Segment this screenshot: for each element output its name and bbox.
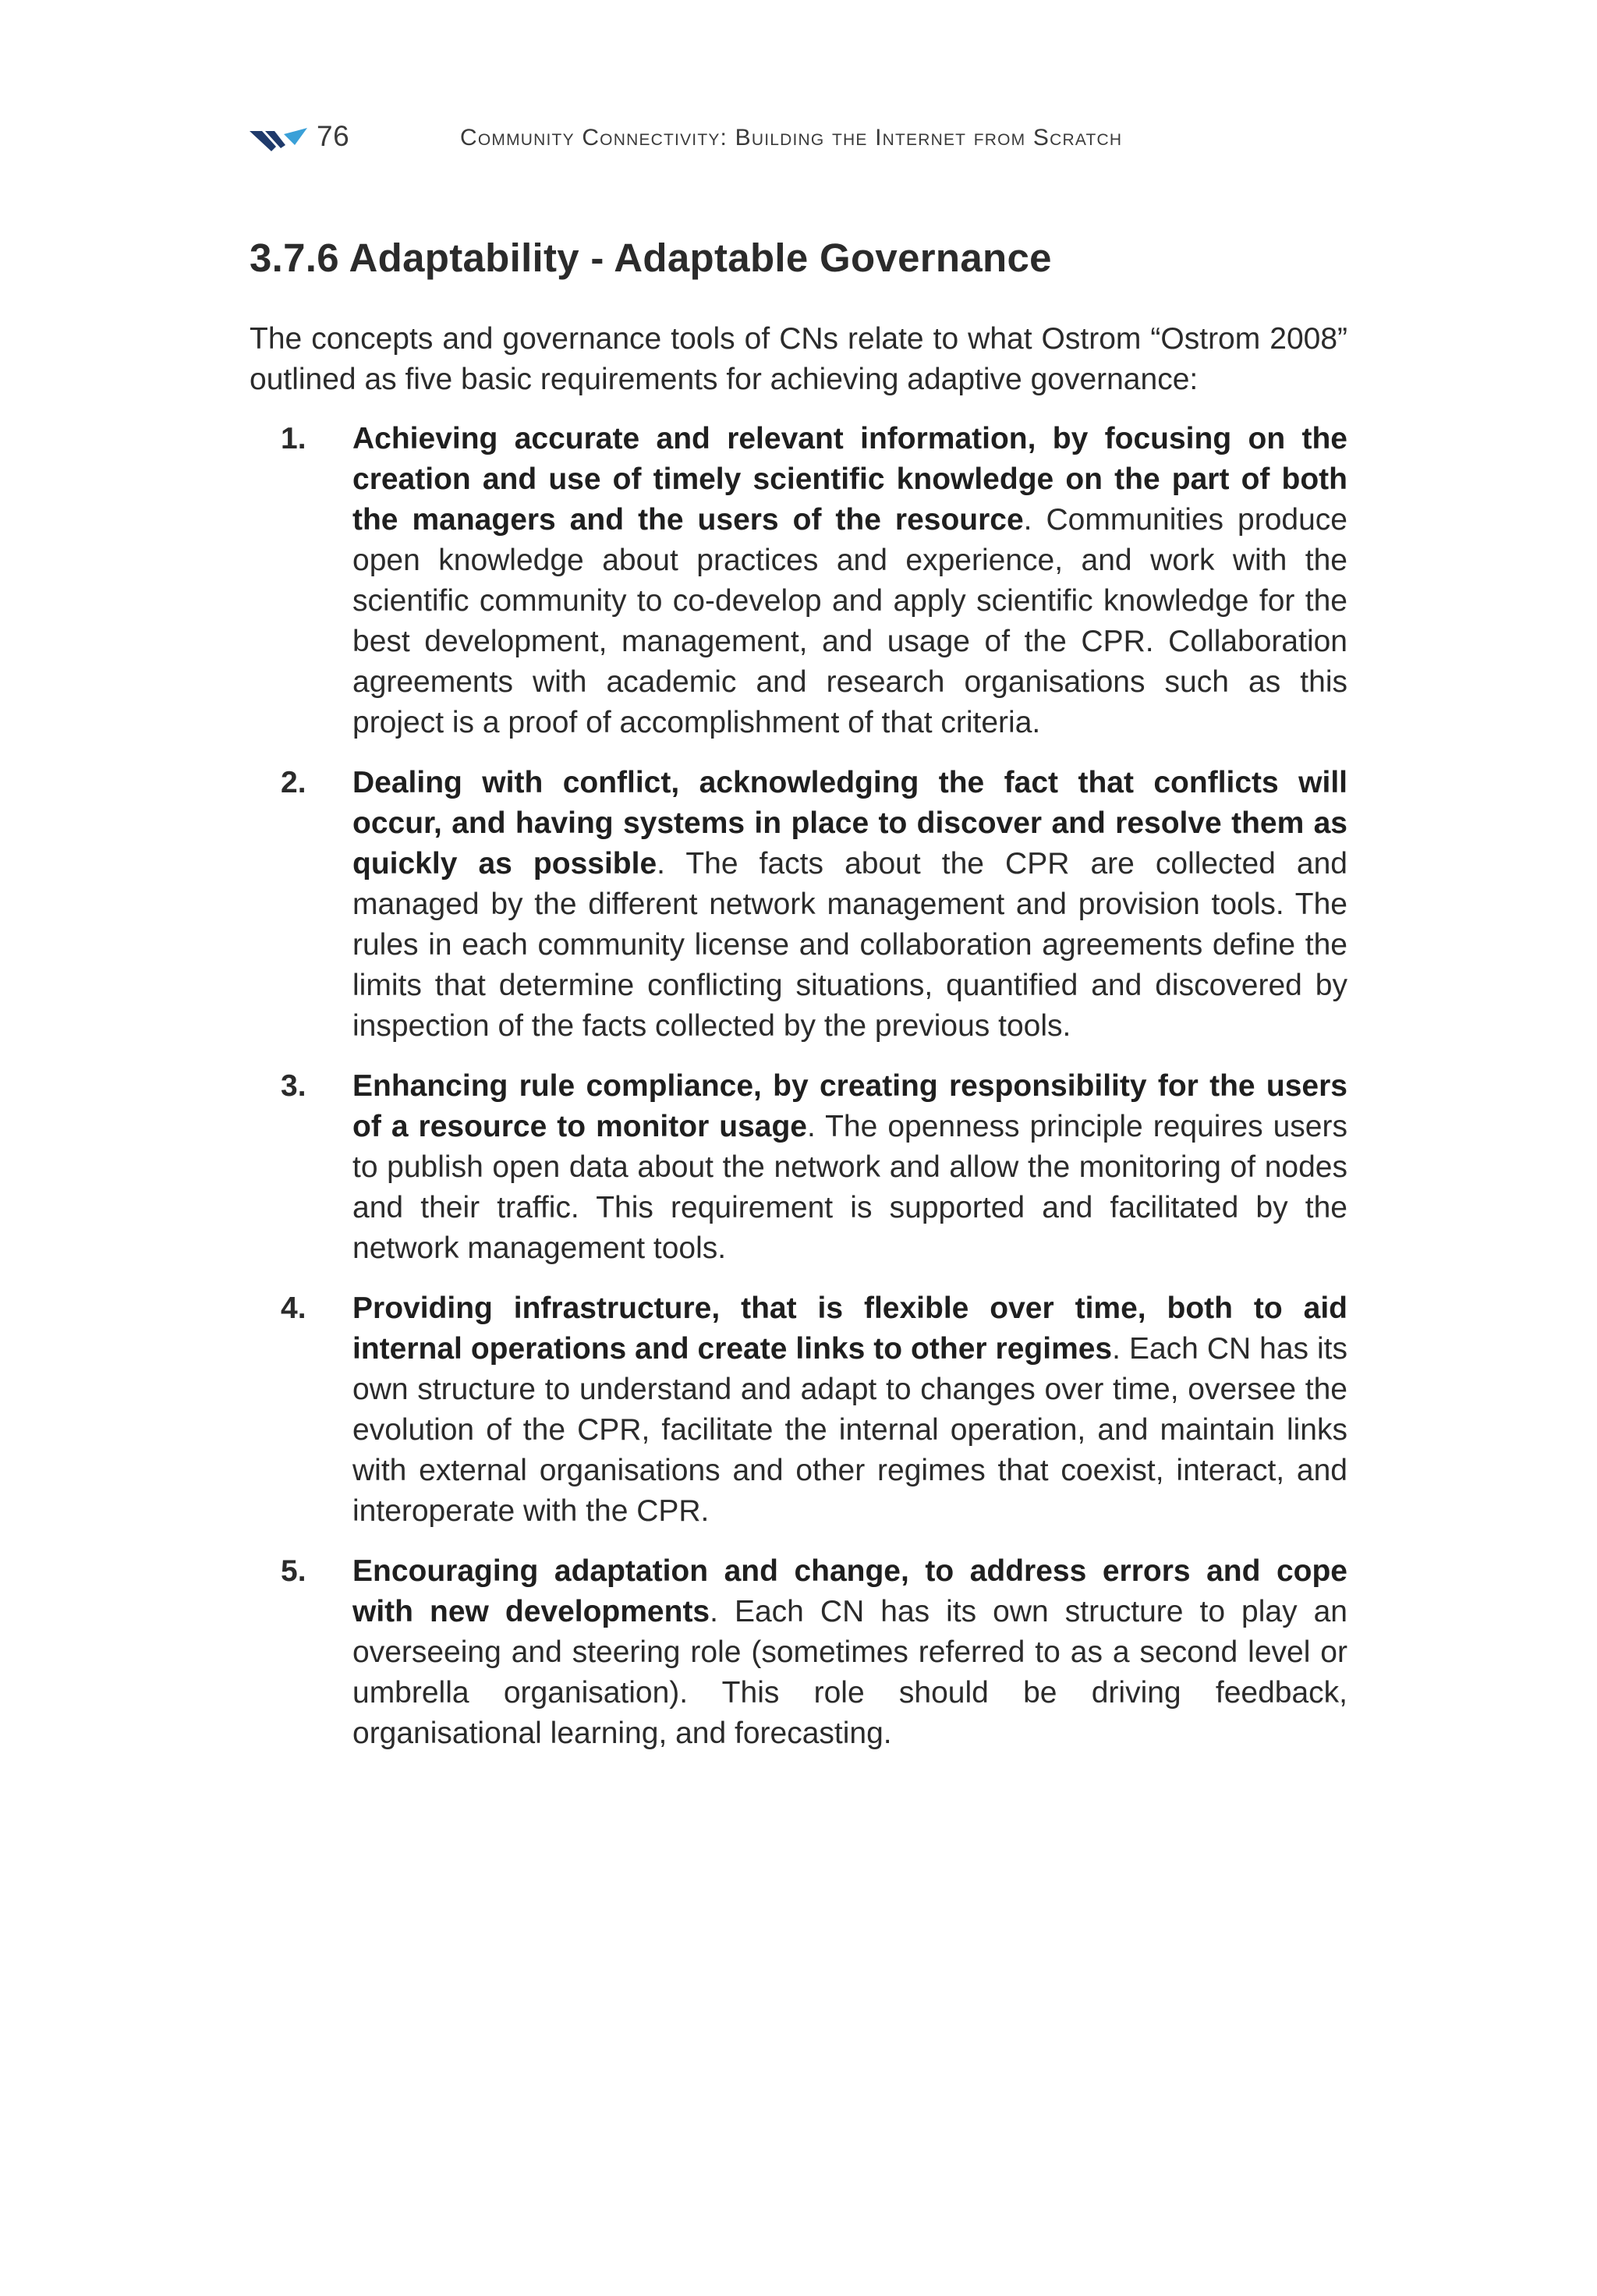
- list-item-body: . Each CN has its own structure to understand and adapt to changes over time, oversee the evolution of the CPR, facilitate the internal operation, and maintain links with external organisations and other regimes that coexist, interact, and interoperate with the CPR.: [352, 1332, 1347, 1529]
- requirements-list: [250, 419, 1347, 1754]
- running-title: Community Connectivity: Building the Internet from Scratch: [460, 125, 1123, 151]
- running-head: [250, 119, 1357, 156]
- publisher-logo-icon: [250, 128, 309, 151]
- section-heading: 3.7.6 Adaptability - Adaptable Governance: [250, 236, 1052, 280]
- list-item: [281, 1066, 1347, 1269]
- list-item-lead: Achieving accurate and relevant information, by focusing on the creation and use of timely scientific knowledge on the part of both the managers and the users of the resource: [352, 422, 1347, 537]
- list-item-number: 5.: [281, 1554, 306, 1589]
- main-content: [250, 234, 1347, 1773]
- list-item-lead: Providing infrastructure, that is flexible over time, both to aid internal operations and create links to other regimes: [352, 1292, 1347, 1366]
- list-item: [281, 763, 1347, 1047]
- list-item-body: . The facts about the CPR are collected and managed by the different network management and provision tools. The rules in each community license and collaboration agreements define the limits that determine conflicting situations, quantified and discovered by inspection of the facts collected by the previous tools.: [352, 847, 1347, 1043]
- list-item-lead: Encouraging adaptation and change, to address errors and cope with new developments: [352, 1554, 1347, 1629]
- list-item-number: 3.: [281, 1069, 306, 1104]
- list-item-lead: Enhancing rule compliance, by creating responsibility for the users of a resource to monitor usage: [352, 1069, 1347, 1144]
- list-item-body: . Communities produce open knowledge about practices and experience, and work with the scientific community to co-develop and apply scientific knowledge for the best development, management, and usage of the CPR. Collaboration agreements with academic and research organisations such as this project is a proof of accomplishment of that criteria.: [352, 503, 1347, 740]
- page-number: 76: [317, 120, 350, 152]
- list-item: [281, 419, 1347, 743]
- list-item-number: 1.: [281, 422, 306, 456]
- list-item-number: 4.: [281, 1292, 306, 1326]
- list-item: [281, 1551, 1347, 1754]
- list-item: [281, 1288, 1347, 1532]
- list-item-body: . The openness principle requires users to publish open data about the network and allow the monitoring of nodes and their traffic. This requirement is supported and facilitated by the network management tools.: [352, 1110, 1347, 1266]
- list-item-lead: Dealing with conflict, acknowledging the fact that conflicts will occur, and having systems in place to discover and resolve them as quickly as possible: [352, 766, 1347, 881]
- list-item-number: 2.: [281, 766, 306, 800]
- intro-paragraph: The concepts and governance tools of CNs relate to what Ostrom “Ostrom 2008” outlined as five basic requirements for achieving adaptive governance:: [250, 322, 1347, 397]
- list-item-body: . Each CN has its own structure to play an overseeing and steering role (sometimes referred to as a second level or umbrella organisation). This role should be driving feedback, organisational learning, and forecasting.: [352, 1595, 1347, 1751]
